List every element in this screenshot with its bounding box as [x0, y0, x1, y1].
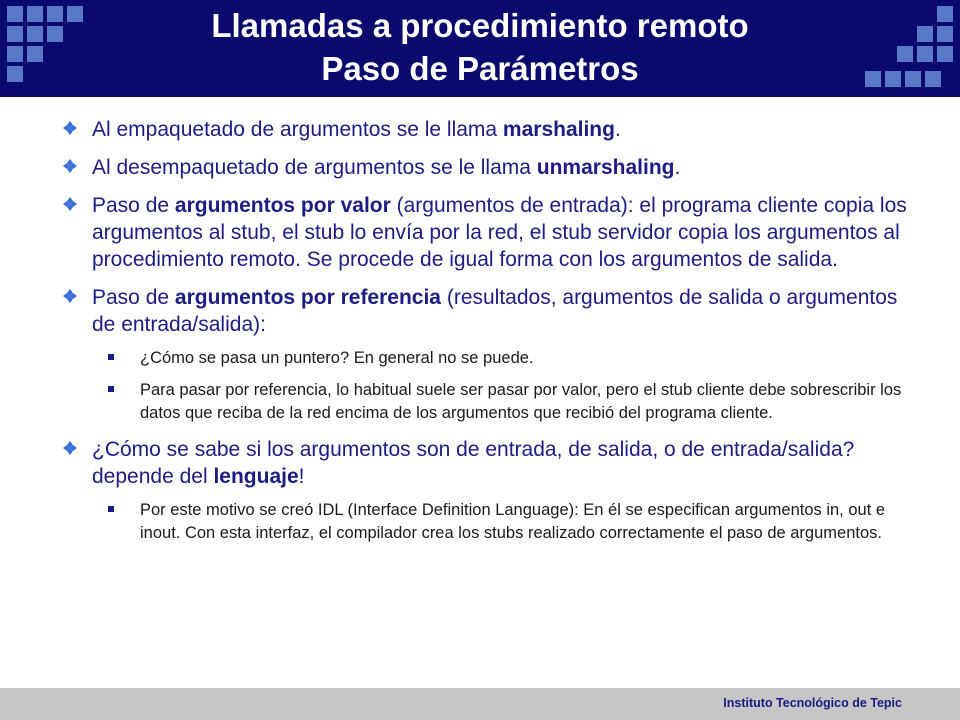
- bullet-por-valor: [60, 192, 910, 273]
- bullet-text: Paso de: [92, 286, 175, 309]
- bullet-text-end: .: [674, 156, 681, 179]
- bullet-text-end: (argumentos de entrada): el programa cliente copia los argumentos al stub, el stub lo envía por la red, el stub servidor copia los argumentos al procedimiento remoto. Se procede de igual forma con los argumentos de salida.: [92, 194, 907, 271]
- diamond-icon: [60, 118, 80, 138]
- bullet-bold: lenguaje: [213, 465, 299, 488]
- right-squares-decoration: [860, 0, 960, 97]
- bullet-marshaling: [60, 116, 910, 143]
- sub-bullet-idl: [60, 499, 910, 545]
- diamond-icon: [60, 286, 80, 306]
- bullet-text-end: (resultados, argumentos de salida o argumentos de entrada/salida):: [92, 286, 898, 336]
- bullet-text-end: !: [298, 465, 305, 488]
- sub-bullet-text: Para pasar por referencia, lo habitual suele ser pasar por valor, pero el stub cliente debe sobrescribir los datos que reciba de la red encima de los argumentos que recibió del programa cliente.: [140, 381, 902, 422]
- diamond-icon: [60, 438, 80, 458]
- bullet-text: Al empaquetado de argumentos se le llama: [92, 118, 503, 141]
- slide-title: [100, 4, 860, 90]
- bullet-bold: argumentos por referencia: [174, 286, 441, 309]
- bullet-text: Al desempaquetado de argumentos se le llama: [92, 156, 537, 179]
- square-bullet-icon: [108, 354, 114, 360]
- slide-body: [60, 116, 910, 554]
- bullet-text: Paso de: [92, 194, 175, 217]
- bullet-text-end: .: [614, 118, 621, 141]
- sub-bullet-text: ¿Cómo se pasa un puntero? En general no se puede.: [140, 349, 534, 367]
- bullet-bold: unmarshaling: [536, 156, 675, 179]
- sub-bullet-referencia: [60, 379, 910, 425]
- square-bullet-icon: [108, 386, 114, 392]
- bullet-lenguaje: [60, 436, 910, 490]
- bullet-text: ¿Cómo se sabe si los argumentos son de entrada, de salida, o de entrada/salida? depende del: [92, 438, 855, 488]
- bullet-bold: marshaling: [502, 118, 615, 141]
- bullet-bold: argumentos por valor: [174, 194, 391, 217]
- footer-bar: [0, 688, 960, 720]
- left-squares-decoration: [0, 0, 100, 97]
- title-bar: [0, 0, 960, 97]
- title-line-2: Paso de Parámetros: [321, 50, 639, 87]
- sub-bullet-text: Por este motivo se creó IDL (Interface Definition Language): En él se especifican argumentos in, out e inout. Con esta interfaz, el compilador crea los stubs realizado correctamente el paso de argumentos.: [140, 501, 886, 542]
- diamond-icon: [60, 194, 80, 214]
- square-bullet-icon: [108, 506, 114, 512]
- sub-bullet-puntero: [60, 347, 910, 370]
- title-line-1: Llamadas a procedimiento remoto: [211, 7, 749, 44]
- footer-text: Instituto Tecnológico de Tepic: [723, 696, 902, 710]
- diamond-icon: [60, 156, 80, 176]
- bullet-unmarshaling: [60, 154, 910, 181]
- bullet-por-referencia: [60, 284, 910, 338]
